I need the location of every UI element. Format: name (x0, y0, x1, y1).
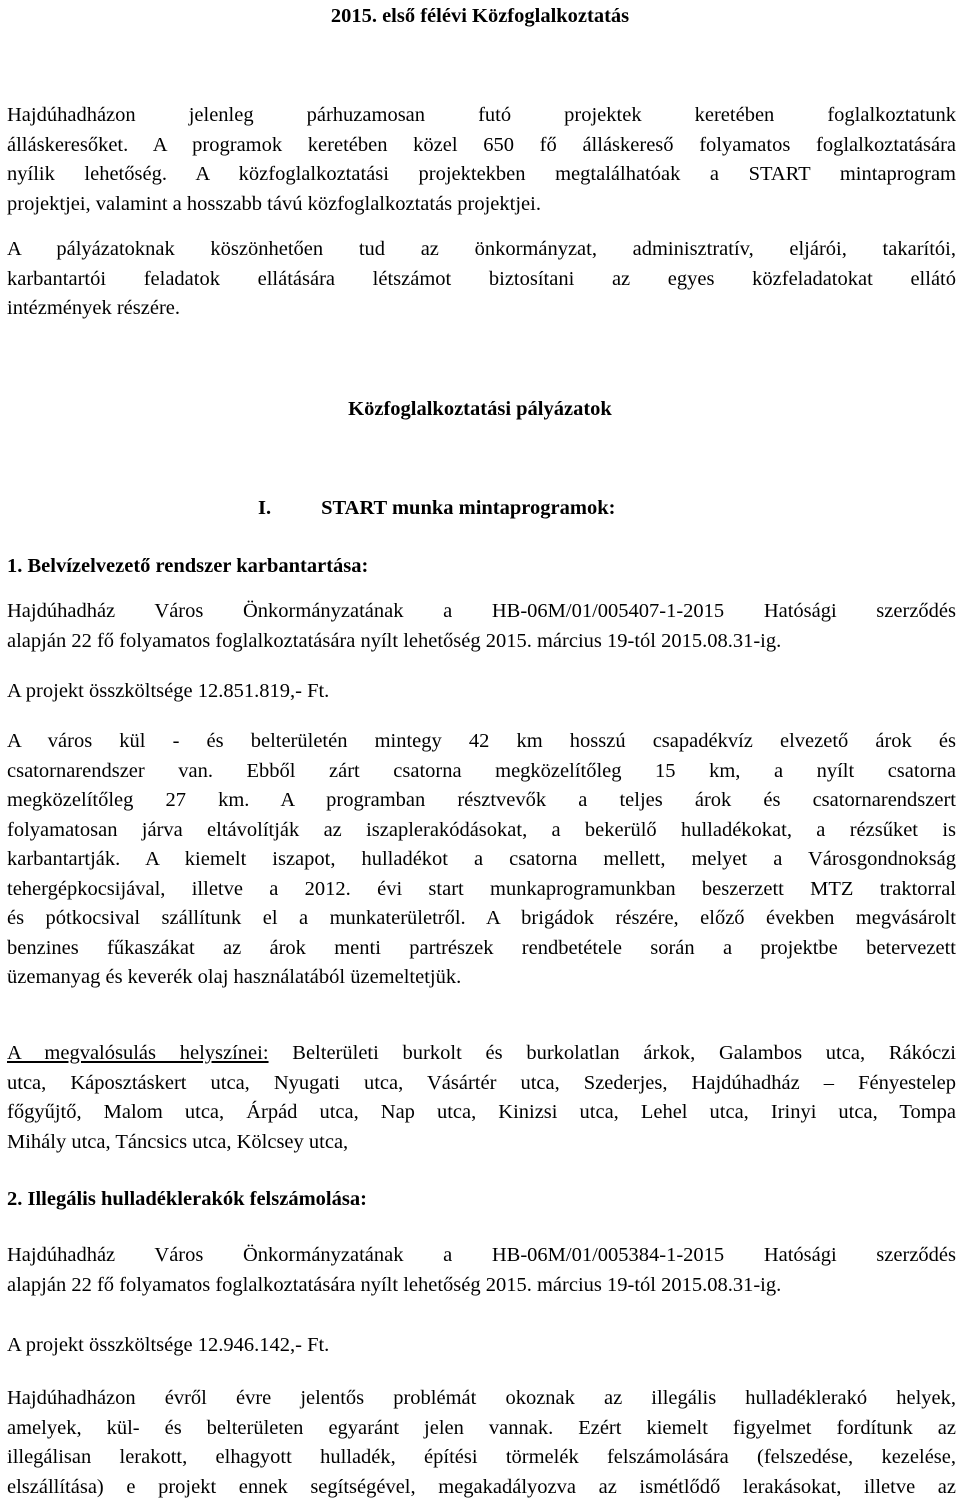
text-line: intézmények részére. (7, 297, 181, 319)
subsection-heading (258, 494, 956, 524)
text-line: illegálisan lerakott, elhagyott hulladék, építési törmelék felszámolására (felszedése, kezelése, (7, 1446, 956, 1468)
section-title: Közfoglalkoztatási pályázatok (348, 398, 612, 420)
program-1-contract (7, 597, 956, 656)
text-line: csatornarendszer van. Ebből zárt csatorna megközelítőleg 15 km, a nyílt csatorna (7, 759, 956, 782)
text-line: főgyűjtő, Malom utca, Árpád utca, Nap utca, Kinizsi utca, Lehel utca, Irinyi utca, Tompa (7, 1101, 956, 1123)
program-2-heading: 2. Illegális hulladéklerakók felszámolása: (7, 1188, 367, 1210)
text-line: alapján 22 fő folyamatos foglalkoztatására nyílt lehetőség 2015. március 19-tól 2015.08.31-ig. (7, 629, 782, 652)
text-line: karbantartják. A kiemelt iszapot, hulladékot a csatorna mellett, melyet a Városgondnokság (7, 848, 956, 870)
text-line: A pályázatoknak köszönhetően tud az önkormányzat, adminisztratív, eljárói, takarítói, (7, 238, 956, 260)
text-line: benzines fűkaszákat az árok menti partrészek rendbetétele során a projektbe betervezett (7, 936, 956, 959)
text-line: tehergépkocsijával, illetve a 2012. évi start munkaprogramunkban beszerzett MTZ traktorral (7, 877, 956, 900)
text-line: Hajdúhadház Város Önkormányzatának a HB-06M/01/005384-1-2015 Hatósági szerződés (7, 1244, 956, 1266)
text-line: folyamatosan járva eltávolítják az iszaplerakódásokat, a bekerülő hulladékokat, a rézsűket is (7, 818, 956, 841)
program-2-cost: A projekt összköltsége 12.946.142,- Ft. (7, 1334, 330, 1356)
text-line: utca, Káposztáskert utca, Nyugati utca, Vásártér utca, Szederjes, Hajdúhadház – Fényestelep (7, 1071, 956, 1094)
program-1-locations (7, 1039, 956, 1157)
text-line: üzemanyag és keverék olaj használatából üzemeltetjük. (7, 966, 462, 988)
intro-paragraph-1 (7, 101, 956, 219)
text-line: Hajdúhadházon évről évre jelentős problémát okoznak az illegális hulladéklerakó helyek, (7, 1387, 956, 1409)
intro-paragraph-2 (7, 235, 956, 324)
program-2-description (7, 1384, 956, 1501)
locations-text: Belterületi burkolt és burkolatlan árkok, Galambos utca, Rákóczi (268, 1042, 956, 1064)
text-line: karbantartói feladatok ellátására létszámot biztosítani az egyes közfeladatokat ellátó (7, 267, 956, 290)
text-line: és pótkocsival szállítunk el a munkaterületről. A brigádok részére, előző években megvásárolt (7, 907, 956, 929)
text-line: projektjei, valamint a hosszabb távú közfoglalkoztatás projektjei. (7, 192, 541, 215)
text-line: A város kül - és belterületén mintegy 42 km hosszú csapadékvíz elvezető árok és (7, 730, 956, 752)
text-line: elszállítása) e projekt ennek segítségével, megakadályozva az ismétlődő lerakásokat, illetve az (7, 1475, 956, 1498)
text-line: nyílik lehetőség. A közfoglalkoztatási projektekben megtalálhatóak a START mintaprogram (7, 163, 956, 185)
text-line: Hajdúhadházon jelenleg párhuzamosan futó projektek keretében foglalkoztatunk (7, 104, 956, 126)
text-line: megközelítőleg 27 km. A programban résztvevők a teljes árok és csatornarendszert (7, 789, 956, 811)
program-1-cost: A projekt összköltsége 12.851.819,- Ft. (7, 680, 330, 702)
locations-label: A megvalósulás helyszínei: (7, 1042, 269, 1064)
text-line: alapján 22 fő folyamatos foglalkoztatására nyílt lehetőség 2015. március 19-tól 2015.08.31-ig. (7, 1273, 782, 1296)
text-line (7, 1039, 956, 1069)
subsection-title: START munka mintaprogramok: (321, 497, 616, 519)
text-line: álláskeresőket. A programok keretében közel 650 fő álláskereső folyamatos foglalkoztatására (7, 133, 956, 156)
text-line: amelyek, kül- és belterületen egyaránt jelen vannak. Ezért kiemelt figyelmet fordítunk az (7, 1416, 956, 1439)
text-line: Hajdúhadház Város Önkormányzatának a HB-06M/01/005407-1-2015 Hatósági szerződés (7, 600, 956, 622)
subsection-number: I. (258, 497, 272, 519)
program-1-description (7, 727, 956, 993)
program-1-heading: 1. Belvízelvezető rendszer karbantartása: (7, 555, 369, 577)
document-title: 2015. első félévi Közfoglalkoztatás (330, 5, 630, 27)
program-2-contract (7, 1241, 956, 1300)
text-line: Mihály utca, Táncsics utca, Kölcsey utca, (7, 1130, 349, 1153)
